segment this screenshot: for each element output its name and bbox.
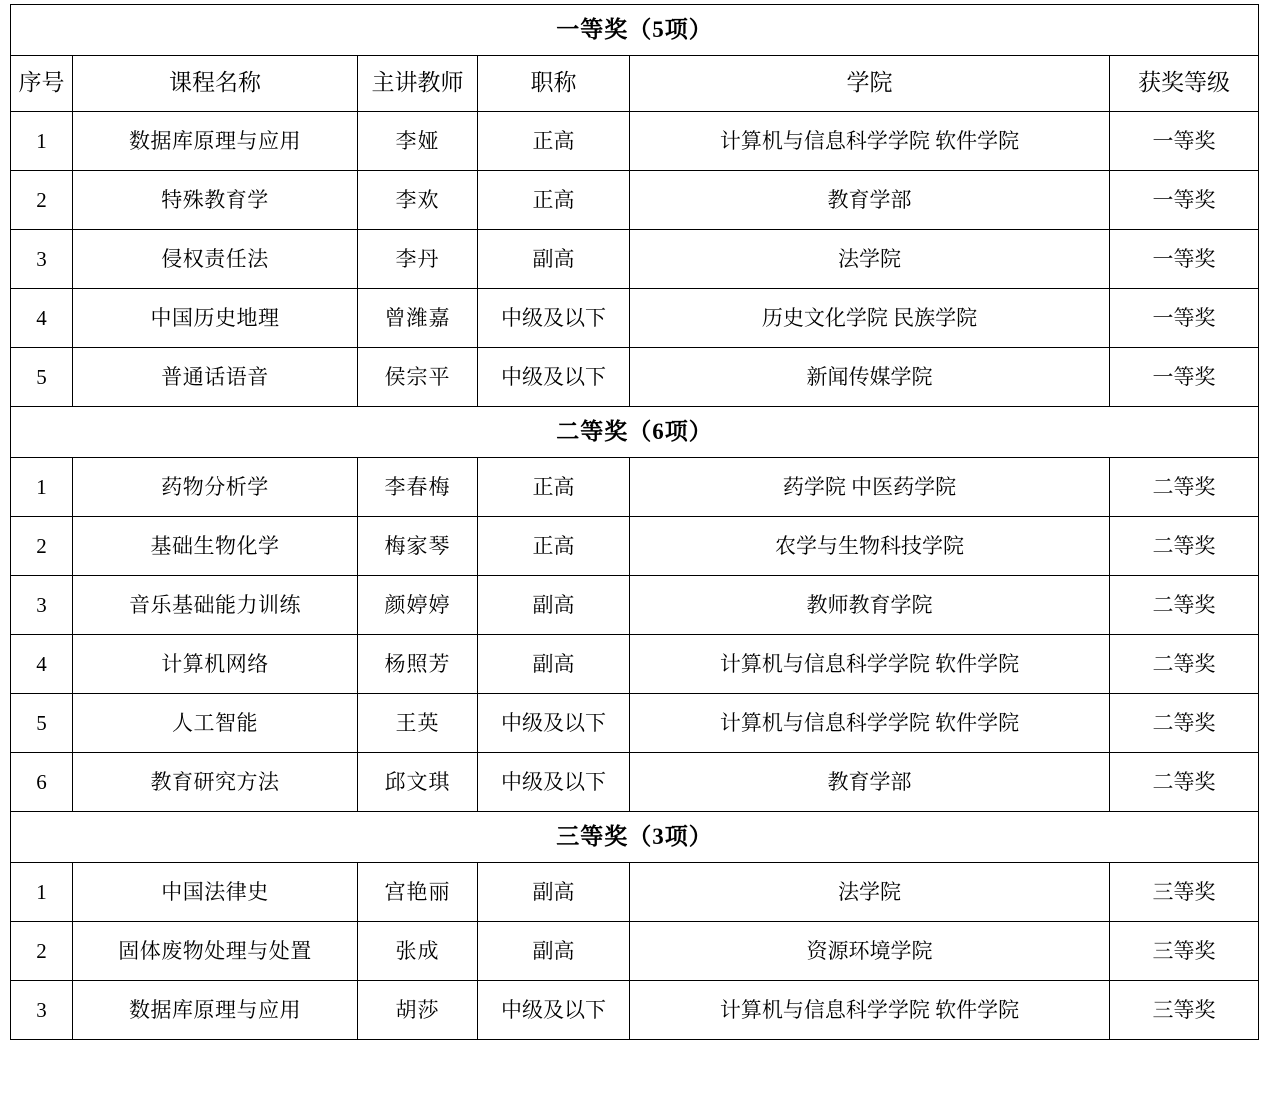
table-row xyxy=(11,171,1259,230)
teacher-name: 李娅 xyxy=(358,112,478,171)
college-name: 法学院 xyxy=(630,863,1110,922)
college-name: 教育学部 xyxy=(630,753,1110,812)
award-level: 二等奖 xyxy=(1110,753,1259,812)
award-level: 三等奖 xyxy=(1110,922,1259,981)
college-name: 教师教育学院 xyxy=(630,576,1110,635)
professional-title: 中级及以下 xyxy=(478,348,630,407)
table-row xyxy=(11,981,1259,1040)
college-name: 教育学部 xyxy=(630,171,1110,230)
row-index: 5 xyxy=(11,694,73,753)
row-index: 3 xyxy=(11,981,73,1040)
course-name: 药物分析学 xyxy=(73,458,358,517)
course-name: 固体废物处理与处置 xyxy=(73,922,358,981)
row-index: 4 xyxy=(11,289,73,348)
row-index: 2 xyxy=(11,171,73,230)
professional-title: 副高 xyxy=(478,576,630,635)
teacher-name: 颜婷婷 xyxy=(358,576,478,635)
college-name: 药学院 中医药学院 xyxy=(630,458,1110,517)
row-index: 1 xyxy=(11,458,73,517)
professional-title: 正高 xyxy=(478,171,630,230)
professional-title: 副高 xyxy=(478,635,630,694)
award-level: 一等奖 xyxy=(1110,171,1259,230)
award-level: 一等奖 xyxy=(1110,230,1259,289)
teacher-name: 宫艳丽 xyxy=(358,863,478,922)
teacher-name: 邱文琪 xyxy=(358,753,478,812)
table-row xyxy=(11,112,1259,171)
award-level: 二等奖 xyxy=(1110,635,1259,694)
column-header-row xyxy=(11,56,1259,112)
table-row xyxy=(11,753,1259,812)
course-name: 基础生物化学 xyxy=(73,517,358,576)
award-table-sheet xyxy=(10,0,1258,1040)
table-row xyxy=(11,348,1259,407)
professional-title: 正高 xyxy=(478,517,630,576)
course-name: 人工智能 xyxy=(73,694,358,753)
college-name: 计算机与信息科学学院 软件学院 xyxy=(630,635,1110,694)
award-level: 二等奖 xyxy=(1110,458,1259,517)
award-level: 二等奖 xyxy=(1110,694,1259,753)
column-header: 获奖等级 xyxy=(1110,56,1259,112)
table-row xyxy=(11,517,1259,576)
row-index: 3 xyxy=(11,230,73,289)
table-row xyxy=(11,576,1259,635)
row-index: 2 xyxy=(11,517,73,576)
professional-title: 正高 xyxy=(478,112,630,171)
column-header: 职称 xyxy=(478,56,630,112)
table-row xyxy=(11,635,1259,694)
teacher-name: 李春梅 xyxy=(358,458,478,517)
column-header: 序号 xyxy=(11,56,73,112)
course-name: 计算机网络 xyxy=(73,635,358,694)
section-heading-row xyxy=(11,5,1259,56)
college-name: 农学与生物科技学院 xyxy=(630,517,1110,576)
college-name: 计算机与信息科学学院 软件学院 xyxy=(630,694,1110,753)
teacher-name: 李丹 xyxy=(358,230,478,289)
college-name: 法学院 xyxy=(630,230,1110,289)
table-body xyxy=(11,5,1259,1040)
professional-title: 中级及以下 xyxy=(478,753,630,812)
row-index: 5 xyxy=(11,348,73,407)
teacher-name: 张成 xyxy=(358,922,478,981)
professional-title: 副高 xyxy=(478,922,630,981)
table-row xyxy=(11,863,1259,922)
professional-title: 副高 xyxy=(478,863,630,922)
section-heading-row xyxy=(11,407,1259,458)
teacher-name: 杨照芳 xyxy=(358,635,478,694)
college-name: 历史文化学院 民族学院 xyxy=(630,289,1110,348)
college-name: 计算机与信息科学学院 软件学院 xyxy=(630,112,1110,171)
award-level: 三等奖 xyxy=(1110,981,1259,1040)
row-index: 4 xyxy=(11,635,73,694)
section-heading: 二等奖（6项） xyxy=(11,407,1259,458)
teacher-name: 梅家琴 xyxy=(358,517,478,576)
course-name: 中国法律史 xyxy=(73,863,358,922)
table-row xyxy=(11,230,1259,289)
section-heading-row xyxy=(11,812,1259,863)
course-name: 特殊教育学 xyxy=(73,171,358,230)
professional-title: 中级及以下 xyxy=(478,981,630,1040)
teacher-name: 王英 xyxy=(358,694,478,753)
professional-title: 正高 xyxy=(478,458,630,517)
award-level: 三等奖 xyxy=(1110,863,1259,922)
table-row xyxy=(11,289,1259,348)
column-header: 学院 xyxy=(630,56,1110,112)
teacher-name: 曾潍嘉 xyxy=(358,289,478,348)
row-index: 2 xyxy=(11,922,73,981)
professional-title: 中级及以下 xyxy=(478,694,630,753)
course-name: 侵权责任法 xyxy=(73,230,358,289)
section-heading: 一等奖（5项） xyxy=(11,5,1259,56)
professional-title: 中级及以下 xyxy=(478,289,630,348)
award-level: 一等奖 xyxy=(1110,289,1259,348)
course-name: 中国历史地理 xyxy=(73,289,358,348)
professional-title: 副高 xyxy=(478,230,630,289)
award-level: 二等奖 xyxy=(1110,576,1259,635)
row-index: 6 xyxy=(11,753,73,812)
award-level: 一等奖 xyxy=(1110,112,1259,171)
college-name: 新闻传媒学院 xyxy=(630,348,1110,407)
course-name: 教育研究方法 xyxy=(73,753,358,812)
table-row xyxy=(11,694,1259,753)
teacher-name: 李欢 xyxy=(358,171,478,230)
teacher-name: 胡莎 xyxy=(358,981,478,1040)
table-row xyxy=(11,458,1259,517)
table-row xyxy=(11,922,1259,981)
row-index: 1 xyxy=(11,863,73,922)
course-name: 数据库原理与应用 xyxy=(73,112,358,171)
award-level: 二等奖 xyxy=(1110,517,1259,576)
row-index: 3 xyxy=(11,576,73,635)
college-name: 计算机与信息科学学院 软件学院 xyxy=(630,981,1110,1040)
row-index: 1 xyxy=(11,112,73,171)
course-name: 音乐基础能力训练 xyxy=(73,576,358,635)
course-name: 普通话语音 xyxy=(73,348,358,407)
college-name: 资源环境学院 xyxy=(630,922,1110,981)
column-header: 主讲教师 xyxy=(358,56,478,112)
column-header: 课程名称 xyxy=(73,56,358,112)
award-results-table xyxy=(10,4,1259,1040)
teacher-name: 侯宗平 xyxy=(358,348,478,407)
section-heading: 三等奖（3项） xyxy=(11,812,1259,863)
award-level: 一等奖 xyxy=(1110,348,1259,407)
course-name: 数据库原理与应用 xyxy=(73,981,358,1040)
